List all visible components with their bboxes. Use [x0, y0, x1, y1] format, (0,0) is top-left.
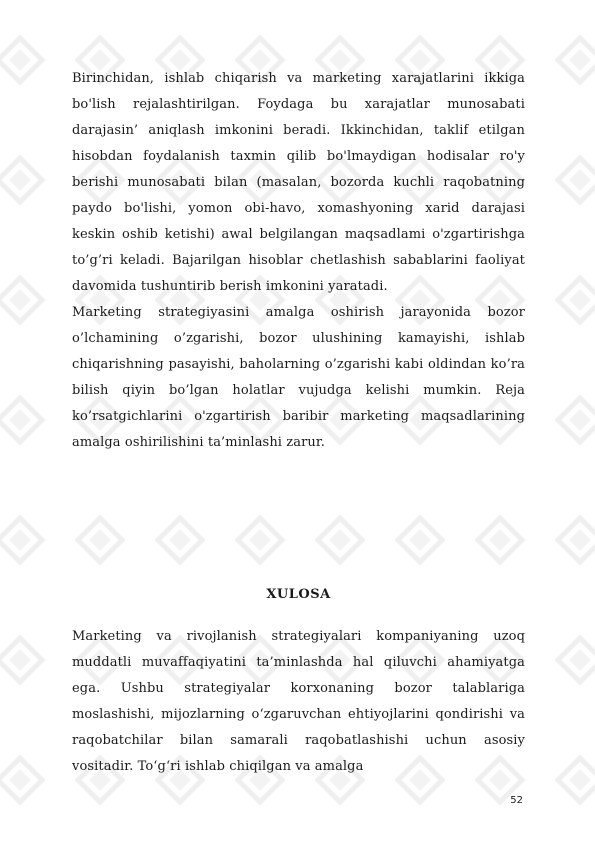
paragraph-first: Birinchidan, ishlab chiqarish va marketing xarajatlarini ikkiga bo'lish rejalashtirilgan. Foydaga bu xarajatlar munosabati darajasin’ aniqlash imkonini beradi. Ikkinchidan, taklif etilgan hisobdan foydalanish taxmin qilib bo'lmaydigan hodisalar ro'y berishi munosabati bilan (masalan, bozorda kuchli raqobatning paydo bo'lishi, yomon obi-havo, xomashyoning xarid darajasi keskin oshib ketishi) awal belgilangan maqsadlami o'zgartirishga to’g’ri keladi. Bajarilgan hisoblar chetlashish sabablarini faoliyat davomida tushuntirib berish imkonini yaratadi. — [72, 71, 525, 294]
paragraph-second: Marketing strategiyasini amalga oshirish jarayonida bozor o’lchamining o’zgarishi, bozor ulushining kamayishi, ishlab chiqarishning pasayishi, baholarning o’zgarishi kabi oldindan ko’ra bilish qiyin bo’lgan holatlar vujudga kelishi mumkin. Reja ko’rsatgichlarini o'zgartirish baribir marketing maqsadlarining amalga oshirilishini ta’minlashi zarur. — [72, 305, 525, 450]
body-text — [72, 66, 525, 456]
conclusion-heading: XULOSA — [266, 587, 331, 602]
page-number: 52 — [510, 795, 523, 806]
conclusion-section — [72, 624, 525, 780]
conclusion-paragraph: Marketing va rivojlanish strategiyalari kompaniyaning uzoq muddatli muvaffaqiyatini ta’minlashda hal qiluvchi ahamiyatga ega. Ushbu strategiyalar korxonaning bozor talablariga moslashishi, mijozlarning o‘zgaruvchan ehtiyojlarini qondirishi va raqobatchilar bilan samarali raqobatlashishi uchun asosiy vositadir. To‘g‘ri ishlab chiqilgan va amalga — [72, 629, 525, 774]
